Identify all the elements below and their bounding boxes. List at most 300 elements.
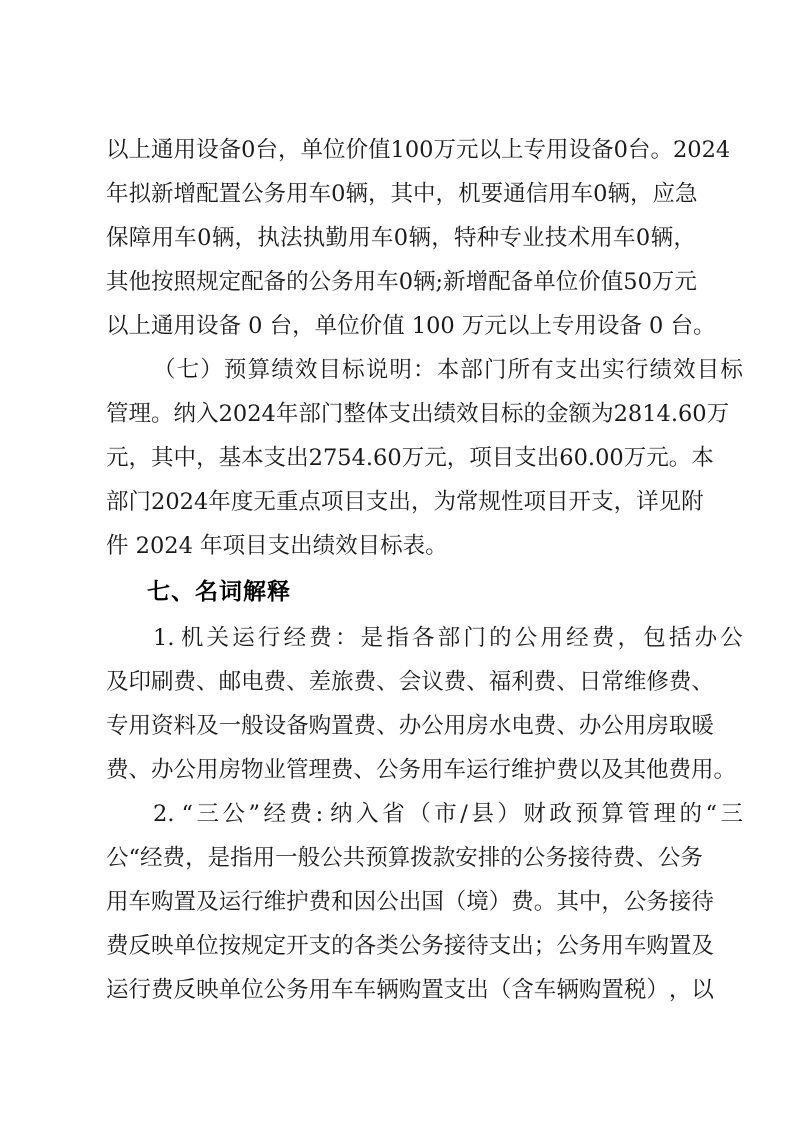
text-run: 车 xyxy=(331,977,354,1003)
text-run: ， xyxy=(630,181,653,207)
text-run: 。 xyxy=(151,401,174,427)
text-run: 的 xyxy=(500,845,523,871)
text-run: 0 xyxy=(398,269,414,295)
text-run: 标 xyxy=(501,401,524,427)
text-run: 中 xyxy=(413,181,436,207)
text-run: 维 xyxy=(263,889,287,915)
text-run: 法 xyxy=(279,225,303,251)
text-run: 车 xyxy=(612,225,636,251)
text-line xyxy=(106,392,730,436)
text-run: 行 xyxy=(241,889,264,915)
text-column xyxy=(106,128,743,1012)
text-run: 位 xyxy=(555,269,579,295)
text-run: 设 xyxy=(568,137,592,163)
text-run: 理 xyxy=(128,401,152,427)
text-run: 保 xyxy=(106,225,129,251)
text-run: 及 xyxy=(196,889,219,915)
text-run: 及 xyxy=(691,933,714,959)
text-run: 标 xyxy=(342,357,365,383)
text-run: 车 xyxy=(623,933,647,959)
text-run: 辆 xyxy=(376,977,399,1003)
text-run: 纳 xyxy=(330,801,353,827)
text-run: 出 xyxy=(466,977,489,1003)
text-run: 经 xyxy=(263,801,287,827)
text-run: 会 xyxy=(398,669,422,695)
text-run: 般 xyxy=(297,845,321,871)
text-run: 般 xyxy=(241,713,264,739)
text-run: 用 xyxy=(308,977,332,1003)
text-run: 关 xyxy=(206,625,230,651)
text-run: 反 xyxy=(173,977,197,1003)
text-run: 辆 xyxy=(413,269,436,295)
text-run: 入 xyxy=(356,801,379,827)
text-run: 三 xyxy=(196,801,219,827)
text-run: 项 xyxy=(320,489,344,515)
text-run: 车 xyxy=(376,269,399,295)
text-run: ， xyxy=(446,445,470,471)
text-run: 万 xyxy=(706,401,730,427)
text-run: 公 xyxy=(320,845,343,871)
text-run: 费 xyxy=(308,889,332,915)
text-run: 用 xyxy=(151,225,174,251)
text-run: 100 xyxy=(390,137,434,163)
text-run: 费 xyxy=(511,889,534,915)
text-run: 县 xyxy=(471,801,494,827)
text-run: 重 xyxy=(275,489,299,515)
text-run: 车 xyxy=(570,181,594,207)
text-run: ， xyxy=(277,137,301,163)
text-run: ， xyxy=(410,489,434,515)
text-run: 支 xyxy=(443,977,467,1003)
text-run: 项 xyxy=(469,445,492,471)
text-run: 护 xyxy=(286,889,309,915)
text-run: 、 xyxy=(466,669,489,695)
text-run: 映 xyxy=(196,977,219,1003)
text-run: ， xyxy=(613,489,637,515)
text-run: 见 xyxy=(658,489,682,515)
text-run: 车 xyxy=(370,225,394,251)
text-run: 机 xyxy=(458,181,481,207)
text-run: 。 xyxy=(668,445,692,471)
text-run: 专 xyxy=(499,225,522,251)
text-run: 排 xyxy=(477,845,501,871)
text-run: “ xyxy=(705,801,717,827)
text-run: ; xyxy=(435,269,444,295)
text-run: 无 xyxy=(253,489,276,515)
text-run: 年 xyxy=(208,489,231,515)
text-run: 备 xyxy=(218,137,242,163)
text-run: 执 xyxy=(302,225,326,251)
text-run: “ xyxy=(181,801,193,827)
text-run: 共 xyxy=(342,845,366,871)
text-run: 费 xyxy=(162,845,186,871)
text-run: 辆 xyxy=(607,181,630,207)
text-run: 费 xyxy=(668,669,692,695)
text-run: 照 xyxy=(173,269,197,295)
text-run: 办 xyxy=(398,713,422,739)
text-run: 门 xyxy=(483,357,507,383)
text-run: 辆 xyxy=(408,225,432,251)
text-run: 效 xyxy=(455,401,479,427)
text-run: 以 xyxy=(691,977,714,1003)
text-run: 备 xyxy=(510,269,534,295)
text-run: 市 xyxy=(434,801,457,827)
text-run: 出 xyxy=(410,401,434,427)
text-run: 因 xyxy=(353,889,377,915)
text-run: 车 xyxy=(308,181,332,207)
text-run: 费 xyxy=(106,933,129,959)
text-run: 公 xyxy=(398,933,422,959)
text-run: 应 xyxy=(652,181,676,207)
text-run: 置 xyxy=(601,977,624,1003)
text-run: 信 xyxy=(525,181,549,207)
text-line xyxy=(106,172,696,216)
text-line xyxy=(106,616,743,660)
text-run: 置 xyxy=(218,181,242,207)
text-run: （ xyxy=(153,357,176,383)
text-run: 出 xyxy=(286,445,309,471)
text-run: 单 xyxy=(173,933,197,959)
text-run: 0 xyxy=(331,181,346,207)
text-run: 目 xyxy=(343,489,366,515)
text-run: 理 xyxy=(653,801,676,827)
text-run: 障 xyxy=(128,225,152,251)
text-run: ： xyxy=(413,357,436,383)
text-line xyxy=(106,436,714,480)
text-run: 性 xyxy=(501,489,524,515)
text-run: 体 xyxy=(365,401,389,427)
text-run: 元 xyxy=(646,445,669,471)
text-run: 支 xyxy=(365,489,389,515)
text-run: 用 xyxy=(353,269,377,295)
text-run: 配 xyxy=(488,269,511,295)
text-line xyxy=(106,128,731,172)
text-run: 印 xyxy=(128,669,152,695)
text-run: 单 xyxy=(218,977,242,1003)
text-run: ， xyxy=(368,181,391,207)
text-run: 费 xyxy=(612,845,636,871)
text-run: 公 xyxy=(657,845,681,871)
text-run: 本 xyxy=(241,445,264,471)
text-run: 其 xyxy=(556,889,579,915)
text-run: 金 xyxy=(546,401,569,427)
text-run: 费 xyxy=(353,713,377,739)
text-run: 所 xyxy=(507,357,531,383)
text-line xyxy=(106,880,714,924)
text-run: 50 xyxy=(623,269,652,295)
text-run: 公 xyxy=(623,889,647,915)
text-run: 元 xyxy=(674,269,697,295)
text-run: 新 xyxy=(151,181,174,207)
text-run: 基 xyxy=(218,445,242,471)
text-run: 、 xyxy=(556,713,579,739)
text-run: 为 xyxy=(433,489,456,515)
text-run: 2754.60 xyxy=(308,445,402,471)
text-run: 新 xyxy=(443,269,466,295)
text-run: 公 xyxy=(106,845,129,871)
text-run: 车 xyxy=(174,225,197,251)
text-line xyxy=(106,968,714,1012)
text-run: 公 xyxy=(720,625,743,651)
text-run: 用 xyxy=(286,181,309,207)
text-run: 办 xyxy=(694,625,718,651)
term-definition-2-three-public-expenses xyxy=(106,792,743,1012)
text-run: 电 xyxy=(241,669,264,695)
text-run: 三 xyxy=(720,801,743,827)
text-run: 上 xyxy=(501,137,524,163)
text-run: 度 xyxy=(230,489,254,515)
text-run: （ xyxy=(408,801,431,827)
text-run: 政 xyxy=(549,801,572,827)
text-run: 的 xyxy=(523,401,547,427)
text-run: 为 xyxy=(591,401,614,427)
text-run: 务 xyxy=(578,933,602,959)
text-run: 的 xyxy=(489,625,512,651)
text-run: 位 xyxy=(241,977,264,1003)
text-run: 万 xyxy=(433,137,456,163)
text-run: 类 xyxy=(376,933,399,959)
text-run: 种 xyxy=(476,225,500,251)
text-run: 经 xyxy=(566,625,589,651)
text-run: 用 xyxy=(623,713,647,739)
text-run: 中 xyxy=(173,445,197,471)
text-run: 预 xyxy=(223,357,247,383)
text-run: 专 xyxy=(523,137,547,163)
text-run: 置 xyxy=(331,713,354,739)
text-run: ， xyxy=(196,445,219,471)
text-run: 定 xyxy=(218,269,242,295)
text-run: 包 xyxy=(643,625,666,651)
text-run: 目 xyxy=(318,357,341,383)
text-run: 0 xyxy=(393,225,409,251)
text-run: 部 xyxy=(106,489,129,515)
text-run: 的 xyxy=(331,933,354,959)
text-run: ； xyxy=(533,933,557,959)
text-run: 单 xyxy=(300,137,323,163)
text-run: 含 xyxy=(511,977,534,1003)
text-run: ， xyxy=(673,225,696,251)
text-run: 用 xyxy=(540,625,563,651)
text-run: 及 xyxy=(196,713,219,739)
text-run: 接 xyxy=(567,845,591,871)
text-run: 。 xyxy=(650,137,673,163)
text-run: 门 xyxy=(463,625,486,651)
text-run: 、 xyxy=(286,669,309,695)
text-run: 括 xyxy=(668,625,692,651)
text-run: 支 xyxy=(488,933,512,959)
text-line xyxy=(106,660,714,704)
text-run: 置 xyxy=(421,977,444,1003)
text-run: 辆 xyxy=(650,225,674,251)
text-run: 定 xyxy=(263,933,287,959)
text-run: 通 xyxy=(151,137,174,163)
text-run: “ xyxy=(128,845,141,871)
text-run: 务 xyxy=(286,977,309,1003)
text-run: 、 xyxy=(196,669,219,695)
text-line xyxy=(106,480,704,524)
text-run: 拨 xyxy=(410,845,433,871)
text-run: 差 xyxy=(308,669,332,695)
text-run: 水 xyxy=(488,713,512,739)
text-run: 按 xyxy=(151,269,174,295)
text-run: 指 xyxy=(230,845,253,871)
text-run: 费 xyxy=(591,625,615,651)
text-run: 预 xyxy=(365,845,388,871)
text-line xyxy=(106,924,714,968)
text-run: 待 xyxy=(466,933,489,959)
text-run: 附 xyxy=(681,489,704,515)
text-run: 行 xyxy=(128,977,152,1003)
text-run: 反 xyxy=(128,933,152,959)
text-line xyxy=(106,260,696,304)
text-run: ” xyxy=(248,801,261,827)
text-run: 用 xyxy=(546,137,569,163)
text-run: 费 xyxy=(443,669,467,695)
text-line: 费、办公用房物业管理费、公务用车运行维护费以及其他费用。 xyxy=(106,757,737,783)
text-run: 0 xyxy=(241,137,256,163)
text-run: ， xyxy=(431,225,454,251)
text-run: 用 xyxy=(348,225,371,251)
text-run: 算 xyxy=(247,357,271,383)
text-run: 绩 xyxy=(649,357,672,383)
text-run: 备 xyxy=(286,713,309,739)
text-run: 支 xyxy=(388,401,411,427)
text-run: 公 xyxy=(241,181,264,207)
term-definition-1-agency-operating-expenses xyxy=(106,616,743,792)
text-run: 本 xyxy=(436,357,460,383)
text-run: 要 xyxy=(480,181,504,207)
text-run: 常 xyxy=(601,669,624,695)
text-run: 公 xyxy=(421,713,444,739)
text-run: 用 xyxy=(128,713,152,739)
text-run: 纳 xyxy=(173,401,197,427)
text-run: 税 xyxy=(623,977,647,1003)
text-run: 整 xyxy=(343,401,366,427)
text-run: 业 xyxy=(522,225,545,251)
text-run: 专 xyxy=(106,713,129,739)
text-run: 款 xyxy=(432,845,456,871)
text-line xyxy=(106,348,743,392)
text-run: 价 xyxy=(345,137,368,163)
text-run: 算 xyxy=(387,845,411,871)
text-run: 2024 xyxy=(151,489,209,515)
text-run: 境 xyxy=(466,889,489,915)
text-run: 和 xyxy=(331,889,354,915)
text-run: 务 xyxy=(263,181,287,207)
text-run: 公 xyxy=(556,933,579,959)
text-run: 议 xyxy=(421,669,444,695)
text-run: 绩 xyxy=(271,357,294,383)
text-run: 国 xyxy=(421,889,444,915)
text-run: 购 xyxy=(646,933,669,959)
text-run: 标 xyxy=(720,357,743,383)
text-run: 购 xyxy=(398,977,422,1003)
text-run: 各 xyxy=(353,933,377,959)
text-run: 是 xyxy=(360,625,384,651)
text-run: 支 xyxy=(591,489,614,515)
text-run: 一 xyxy=(275,845,298,871)
text-run: 他 xyxy=(128,269,152,295)
text-run: 、 xyxy=(691,669,714,695)
text-run: 车 xyxy=(128,889,152,915)
text-run: 用 xyxy=(252,845,276,871)
text-run: 费 xyxy=(151,977,174,1003)
text-run: 取 xyxy=(668,713,692,739)
text-run: 目 xyxy=(491,445,515,471)
text-run: 运 xyxy=(232,625,255,651)
text-run: 办 xyxy=(578,713,602,739)
text-run: 元 xyxy=(106,445,129,471)
text-run: 术 xyxy=(567,225,591,251)
text-run: 详 xyxy=(636,489,659,515)
text-run: 支 xyxy=(308,933,332,959)
text-line xyxy=(106,836,703,880)
text-run: 公 xyxy=(522,845,546,871)
text-run: ， xyxy=(435,181,459,207)
text-run: 安 xyxy=(455,845,478,871)
text-run: 机 xyxy=(180,625,204,651)
text-run: 有 xyxy=(531,357,554,383)
text-run: 位 xyxy=(196,933,219,959)
text-run: 算 xyxy=(601,801,624,827)
text-run: 的 xyxy=(679,801,702,827)
text-run: 公 xyxy=(308,269,332,295)
text-run: 门 xyxy=(128,489,152,515)
text-run: 执 xyxy=(257,225,280,251)
text-run: 说 xyxy=(365,357,389,383)
text-run: 入 xyxy=(196,401,219,427)
text-run: 额 xyxy=(568,401,592,427)
text-run: 运 xyxy=(106,977,129,1003)
text-run: 万 xyxy=(401,445,425,471)
text-run: 项 xyxy=(523,489,547,515)
text-run: 配 xyxy=(196,181,219,207)
text-run: 出 xyxy=(578,357,602,383)
text-line xyxy=(106,704,714,748)
text-run: 邮 xyxy=(218,669,242,695)
asset-allocation-paragraph xyxy=(106,128,731,348)
text-run: 用 xyxy=(601,933,624,959)
text-run: 年 xyxy=(106,181,129,207)
text-run: 目 xyxy=(478,401,501,427)
text-run: 房 xyxy=(646,713,669,739)
text-run: / xyxy=(460,801,468,827)
text-run: 台 xyxy=(255,137,278,163)
text-run: 支 xyxy=(263,445,287,471)
text-run: 支 xyxy=(514,445,537,471)
text-run: 辆 xyxy=(556,977,579,1003)
text-run: 务 xyxy=(646,889,669,915)
text-run: 常 xyxy=(455,489,479,515)
text-run: 元 xyxy=(455,137,479,163)
text-run: 出 xyxy=(388,489,411,515)
text-run: 用 xyxy=(173,137,197,163)
text-run: 规 xyxy=(478,489,501,515)
text-run: 通 xyxy=(503,181,526,207)
text-run: 及 xyxy=(106,669,129,695)
text-run: 价 xyxy=(578,269,601,295)
text-run: 各 xyxy=(412,625,435,651)
text-run: 年 xyxy=(275,401,299,427)
text-run: 待 xyxy=(590,845,613,871)
text-run: 0 xyxy=(593,181,608,207)
text-run: 其 xyxy=(106,269,129,295)
text-run: 部 xyxy=(437,625,461,651)
text-run: 车 xyxy=(353,977,377,1003)
text-run: 辆 xyxy=(211,225,235,251)
text-run: 其 xyxy=(151,445,174,471)
text-run: 置 xyxy=(668,933,692,959)
